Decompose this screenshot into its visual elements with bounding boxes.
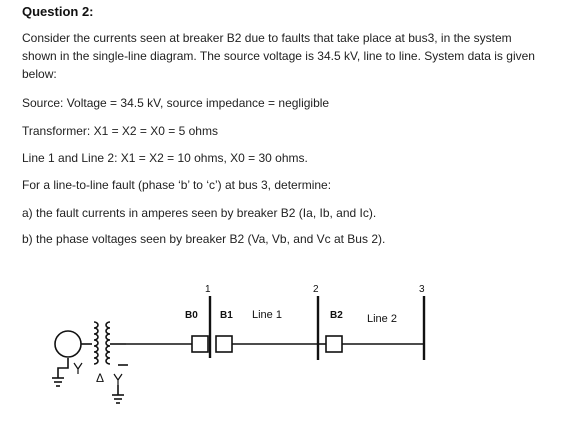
breaker-b2: [326, 336, 342, 352]
bus-3-label: 3: [419, 284, 425, 295]
generator-ground-icon: [52, 358, 82, 386]
line-data: Line 1 and Line 2: X1 = X2 = 10 ohms, X0 = 30 ohms.: [22, 151, 308, 165]
question-intro: Consider the currents seen at breaker B2 due to faults that take place at bus3, in the system shown in the single-line diagram. The source voltage is 34.5 kV, line to line. System data is given below:: [22, 31, 535, 81]
line-2-label: Line 2: [367, 313, 397, 325]
bus-2-label: 2: [313, 284, 319, 295]
transformer-data: Transformer: X1 = X2 = X0 = 5 ohms: [22, 124, 218, 138]
breaker-b1-label: B1: [220, 310, 233, 321]
fault-statement: For a line-to-line fault (phase ‘b’ to ‘c’) at bus 3, determine:: [22, 178, 332, 192]
bus-1-label: 1: [205, 284, 211, 295]
breaker-b2-label: B2: [330, 310, 343, 321]
transformer-symbol: [94, 322, 126, 364]
breaker-b1: [216, 336, 232, 352]
breaker-b0-label: B0: [185, 310, 198, 321]
line-1-label: Line 1: [252, 309, 282, 321]
generator-symbol: [55, 331, 81, 357]
breaker-b0: [192, 336, 208, 352]
source-data: Source: Voltage = 34.5 kV, source impedance = negligible: [22, 96, 330, 110]
delta-label: Δ: [96, 371, 105, 385]
question-title: Question 2:: [22, 4, 94, 19]
transformer-ground-icon: [112, 365, 128, 403]
single-line-diagram: [0, 268, 561, 448]
part-b: b) the phase voltages seen by breaker B2 (Va, Vb, and Vc at Bus 2).: [22, 232, 386, 246]
part-a: a) the fault currents in amperes seen by breaker B2 (Ia, Ib, and Ic).: [22, 206, 377, 220]
